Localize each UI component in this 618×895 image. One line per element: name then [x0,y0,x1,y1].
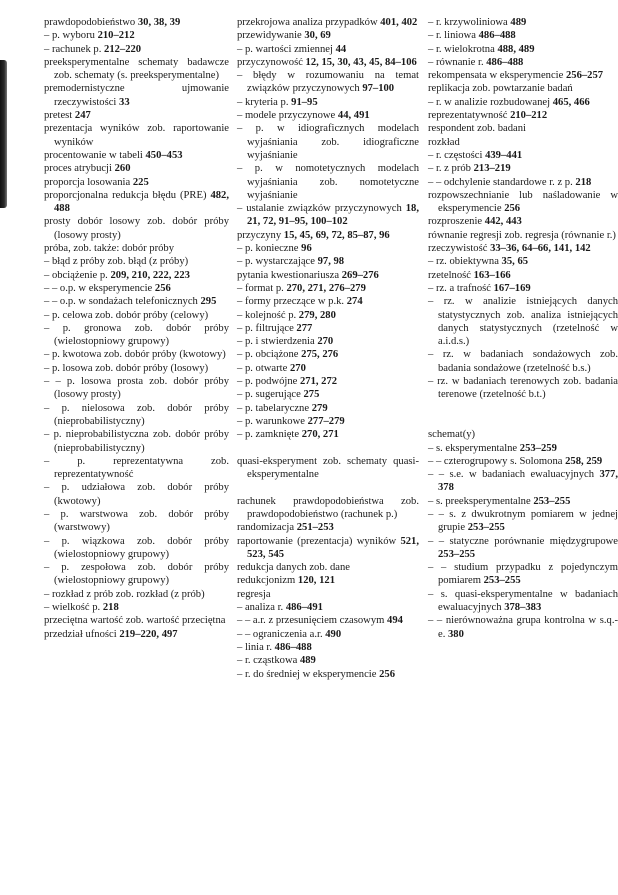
index-entry: – p. i stwierdzenia 270 [237,336,334,348]
index-entry: – kolejność p. 279, 280 [237,309,336,321]
index-entry: – p. warstwowa zob. dobór próby (warstwowy) [44,508,229,534]
index-entry: – r. z prób 213–219 [428,163,511,175]
index-entry: – p. zamknięte 270, 271 [237,429,339,441]
index-entry: – rz. obiektywna 35, 65 [428,256,529,268]
index-entry: – modele przyczynowe 44, 491 [237,110,370,122]
index-entry: rozproszenie 442, 443 [428,216,522,228]
index-entry: – analiza r. 486–491 [237,602,323,614]
index-entry: – p. reprezentatywna zob. reprezentatywność [44,455,229,481]
index-entry: replikacja zob. powtarzanie badań [428,83,573,95]
index-entry: schemat(y) [428,429,476,441]
index-entry: – rz. w badaniach sondażowych zob. badania sondażowe (rzetelność b.s.) [428,349,618,374]
index-entry: pretest 247 [44,110,91,122]
index-entry: – p. sugerujące 275 [237,389,320,401]
index-entry: prezentacja wyników zob. raportowanie wyników [44,123,229,148]
index-entry: pytania kwestionariusza 269–276 [237,269,379,281]
index-entry: rekompensata w eksperymencie 256–257 [428,70,604,82]
index-entry: – r. cząstkowa 489 [237,655,316,667]
index-column-3 [428,16,618,641]
index-entry: regresja [237,588,271,600]
index-entry: – p. w idiograficznych modelach wyjaśniania zob. idiograficzne wyjaśnianie [237,123,419,161]
index-entry: – błędy w rozumowaniu na temat związków przyczynowych 97–100 [237,70,419,95]
index-entry: – równanie r. 486–488 [428,56,524,68]
index-entry: rachunek prawdopodobieństwa zob. prawdopodobieństwo (rachunek p.) [237,495,419,520]
index-entry: równanie regresji zob. regresja (równanie r.) [428,229,616,241]
index-entry: quasi-eksperyment zob. schematy quasi-eksperymentalne [237,455,419,481]
index-entry: proporcja losowania 225 [44,176,149,188]
index-entry: rozpowszechnianie lub naśladowanie w eksperymencie 256 [428,189,618,215]
index-entry: – rozkład z prób zob. rozkład (z prób) [44,588,205,600]
index-entry: – p. otwarte 270 [237,362,306,374]
index-entry: – p. podwójne 271, 272 [237,376,338,388]
index-entry: – p. wyboru 210–212 [44,30,135,42]
index-entry: przewidywanie 30, 69 [237,30,331,42]
index-entry: – obciążenie p. 209, 210, 222, 223 [44,269,190,281]
index-entry: redukcja danych zob. dane [237,562,350,574]
index-entry: – p. konieczne 96 [237,243,312,255]
index-entry: – p. tabelaryczne 279 [237,402,328,414]
index-entry: – – statyczne porównanie międzygrupowe 253–255 [428,535,618,560]
index-entry: – r. do średniej w eksperymencie 256 [237,668,395,680]
index-entry: – s. quasi-eksperymentalne w badaniach ewaluacyjnych 378–383 [428,588,618,614]
index-entry: – p. udziałowa zob. dobór próby (kwotowy) [44,482,229,507]
index-entry: – p. wiązkowa zob. dobór próby (wielostopniowy grupowy) [44,535,229,560]
index-entry: – – s. z dwukrotnym pomiarem w jednej grupie 253–255 [428,508,618,534]
index-entry: przyczyny 15, 45, 69, 72, 85–87, 96 [237,229,390,241]
index-entry: rzeczywistość 33–36, 64–66, 141, 142 [428,243,591,255]
index-entry: preeksperymentalne schematy badawcze zob. schematy (s. preeksperymentalne) [44,56,229,82]
index-entry: – ustalanie związków przyczynowych 18, 21, 72, 91–95, 100–102 [237,203,419,228]
index-entry: – formy przeczące w p.k. 274 [237,296,363,308]
index-entry: – rz. w badaniach terenowych zob. badania terenowe (rzetelność b.t.) [428,376,618,401]
index-entry: – p. gronowa zob. dobór próby (wielostopniowy grupowy) [44,322,229,348]
index-entry: – r. krzywoliniowa 489 [428,17,527,28]
index-column-1 [44,16,229,641]
index-entry: – – o.p. w eksperymencie 256 [44,282,171,294]
index-entry: – – p. losowa prosta zob. dobór próby (losowy prosty) [44,376,229,401]
index-spacer [428,402,618,415]
index-entry: – wielkość p. 218 [44,602,119,614]
index-entry: – p. losowa zob. dobór próby (losowy) [44,362,209,374]
index-entry: – format p. 270, 271, 276–279 [237,282,366,294]
index-entry: – p. kwotowa zob. dobór próby (kwotowy) [44,349,226,361]
index-entry: – – s.e. w badaniach ewaluacyjnych 377, 378 [428,469,618,494]
index-column-2 [237,16,419,681]
index-entry: – linia r. 486–488 [237,641,312,653]
index-entry: – p. celowa zob. dobór próby (celowy) [44,309,209,321]
index-entry: – kryteria p. 91–95 [237,96,318,108]
index-entry: przeciętna wartość zob. wartość przeciętna [44,615,226,627]
index-entry: – – studium przypadku z pojedynczym pomiarem 253–255 [428,562,618,587]
index-entry: – p. filtrujące 277 [237,322,313,334]
index-entry: proces atrybucji 260 [44,163,131,175]
index-entry: – – ograniczenia a.r. 490 [237,628,342,640]
index-entry: – p. wystarczające 97, 98 [237,256,345,268]
index-entry: rozkład [428,136,460,148]
index-entry: – – a.r. z przesunięciem czasowym 494 [237,615,403,627]
index-entry: – p. warunkowe 277–279 [237,415,345,427]
index-entry: próba, zob. także: dobór próby [44,243,175,255]
index-entry: prosty dobór losowy zob. dobór próby (losowy prosty) [44,216,229,241]
index-entry: randomizacja 251–253 [237,522,334,534]
index-entry: – r. wielokrotna 488, 489 [428,43,535,55]
index-entry: – s. preeksperymentalne 253–255 [428,495,571,507]
index-entry: – p. nieprobabilistyczna zob. dobór próby (nieprobabilistyczny) [44,429,229,454]
index-entry: – p. zespołowa zob. dobór próby (wielostopniowy grupowy) [44,562,229,587]
index-entry: – – odchylenie standardowe r. z p. 218 [428,176,592,188]
index-spacer [237,481,419,494]
index-entry: – p. wartości zmiennej 44 [237,43,347,55]
index-entry: – p. nielosowa zob. dobór próby (nieprobabilistyczny) [44,402,229,427]
index-entry: – rz. w analizie istniejących danych statystycznych zob. analiza istniejących danych statystycznych (rzetelność w a.i.d.s.) [428,296,618,348]
index-entry: przedział ufności 219–220, 497 [44,628,178,640]
book-binding-shadow [0,60,7,208]
index-entry: – p. w nomotetycznych modelach wyjaśniania zob. nomotetyczne wyjaśnianie [237,163,419,201]
index-entry: prawdopodobieństwo 30, 38, 39 [44,17,181,28]
index-entry: – r. liniowa 486–488 [428,30,516,42]
index-entry: – błąd z próby zob. błąd (z próby) [44,256,189,268]
index-entry: przyczynowość 12, 15, 30, 43, 45, 84–106 [237,56,417,68]
index-entry: – r. częstości 439–441 [428,149,523,161]
index-entry: – rz. a trafność 167–169 [428,282,531,294]
index-entry: premodernistyczne ujmowanie rzeczywistości 33 [44,83,229,108]
index-entry: – rachunek p. 212–220 [44,43,142,55]
index-entry: – – nierównoważna grupa kontrolna w s.q.-e. 380 [428,615,618,640]
index-entry: – r. w analizie rozbudowanej 465, 466 [428,96,590,108]
index-entry: – p. obciążone 275, 276 [237,349,339,361]
index-spacer [237,442,419,455]
index-entry: respondent zob. badani [428,123,526,135]
index-entry: – – o.p. w sondażach telefonicznych 295 [44,296,217,308]
index-entry: raportowanie (prezentacja) wyników 521, 523, 545 [237,535,419,560]
index-entry: reprezentatywność 210–212 [428,110,548,122]
index-entry: – s. eksperymentalne 253–259 [428,442,557,454]
index-entry: przekrojowa analiza przypadków 401, 402 [237,17,418,28]
index-entry: redukcjonizm 120, 121 [237,575,335,587]
index-entry: proporcjonalna redukcja błędu (PRE) 482, 488 [44,189,229,215]
index-entry: rzetelność 163–166 [428,269,511,281]
index-entry: procentowanie w tabeli 450–453 [44,149,183,161]
index-entry: – – czterogrupowy s. Solomona 258, 259 [428,455,603,467]
index-spacer [428,415,618,428]
